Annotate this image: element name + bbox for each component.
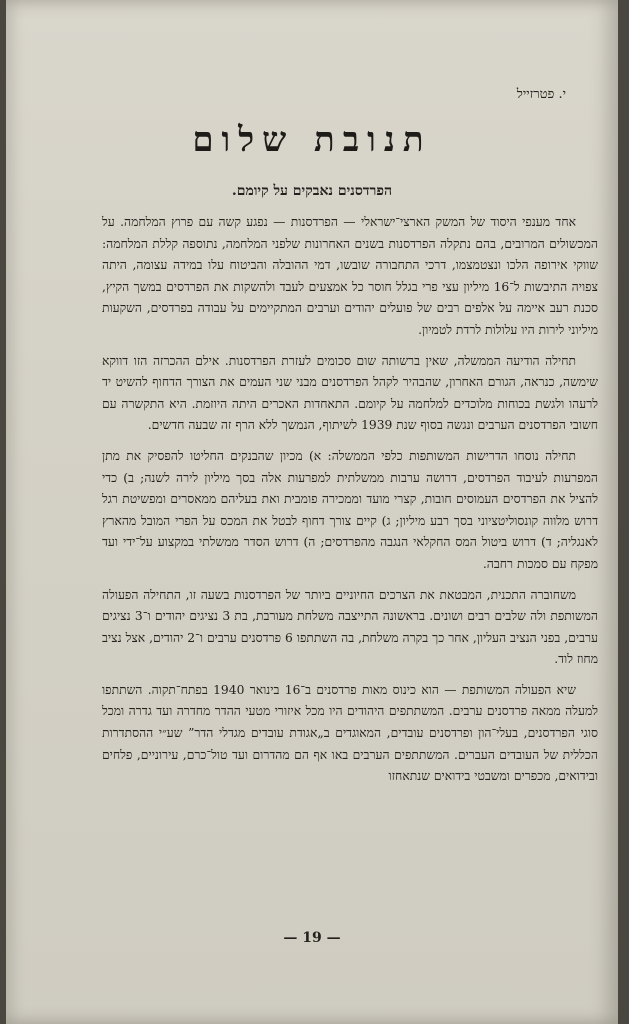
paragraph-5: שיא הפעולה המשותפת — הוא כינוס מאות פרדסנים ב־16 בינואר 1940 בפתח־תקוה. השתתפו למעלה ממאה פרדסנים ערבים. המשתתפים היהודים היו מכל איזורי מטעי ההדר מחדרה ועד גדרה ומכל סוגי הפרדסנים, בעלי־הון ופרדסנים עובדים, המאוגדים ב„אגודת עובדים מגדלי הדר” שע״י ההסתדרות הכללית של העובדים העברים. המשתתפים הערבים באו אף הם מהדרום ועד טול־כרם, עירוניים, פלחים ובידואים, מכפרים ומשבטי בידואים שנתאחזו (102, 682, 598, 784)
page-number: — 19 — (283, 930, 341, 946)
article-body (102, 212, 598, 797)
paragraph-4: משחוברה התכנית, המבטאת את הצרכים החיוניים ביותר של הפרדסנות בשעה זו, התחילה הפעולה המשותפת ולה שלבים רבים ושונים. בראשונה התייצבה משלחת מעורבת, בת 3 נציגים יהודים ו־3 נציגים ערבים, בפני הנציב העליון, אחר כך בקרה משלחת, בה השתתפו 6 פרדסנים ערבים ו־2 יהודים, אצל נציב מחוז לוד. (102, 587, 598, 667)
article-title: תנובת שלום (192, 120, 432, 160)
paragraph-1: אחד מענפי היסוד של המשק הארצי־ישראלי — הפרדסנות — נפגע קשה עם פרוץ המלחמה. על המכשולים המרובים, בהם נתקלה הפרדסנות בשנים האחרונות שלפני המלחמה, נתוספה קללת המלחמה: שווקי אירופה הלכו ונצטמצמו, דרכי התחבורה שובשו, דמי ההובלה והביטוח עלו במידה עצומה, היתה צפויה התיבשות ל־16 מיליון עצי פרי בגלל חוסר כל אמצעים לעבד ולהשקות את הפרדסים במשך הקיץ, סכנת רעב איימה על אלפים רבים של פועלים יהודים וערבים המתקיימים על עבודה בפרדסים, השקעות מיליוני לירות היו עלולות לרדת לטמיון. (102, 215, 598, 337)
paragraph-3: תחילה נוסחו הדרישות המשותפות כלפי הממשלה: א) מכיון שהבנקים החליטו להפסיק את מתן המפרעות לעיבוד הפרדסים, דרושה ערבות ממשלתית למפרעות אלה בסך מיליון לירה לשנה; ב) כדי להציל את הפרדסים העמוסים חובות, קצרי מועד וממכירה פומבית ואת בעליהם ממאסרים ומפשיטת רגל דרוש מלווה קונסוליטציוני בסך רבע מיליון; ג) קיים צורך דחוף לבטל את המכס על הפרי המובל מהארץ לאנגליה; ד) דרוש ביטול המס החקלאי הנגבה מהפרדסים; ה) דרוש הסדר ממשלתי במקצוע על־ידי ועד מפקח עם סמכות רחבה. (102, 448, 598, 571)
author-name: י. פטרזייל (516, 87, 566, 102)
document-page (6, 0, 618, 1024)
paragraph-2: תחילה הודיעה הממשלה, שאין ברשותה שום סכומים לעזרת הפרדסנות. אילם ההכרזה הזו דווקא שימשה, כנראה, הגורם האחרון, שהבהיר לקהל הפרדסנים מבני שני העמים את הצורך הדחוף להשיט יד לרעהו ולגשת בכוחות מלוכדים למלחמה על קיומם. התאחדות האכרים היתה היוזמת. היא התקשרה עם חשובי הפרדסנים הערבים ונגשה בסוף שנת 1939 לשיתוף, הנמשך ללא הרף זה שבעה חדשים. (102, 353, 598, 433)
article-subtitle: הפרדסנים נאבקים על קיומם. (231, 183, 393, 199)
